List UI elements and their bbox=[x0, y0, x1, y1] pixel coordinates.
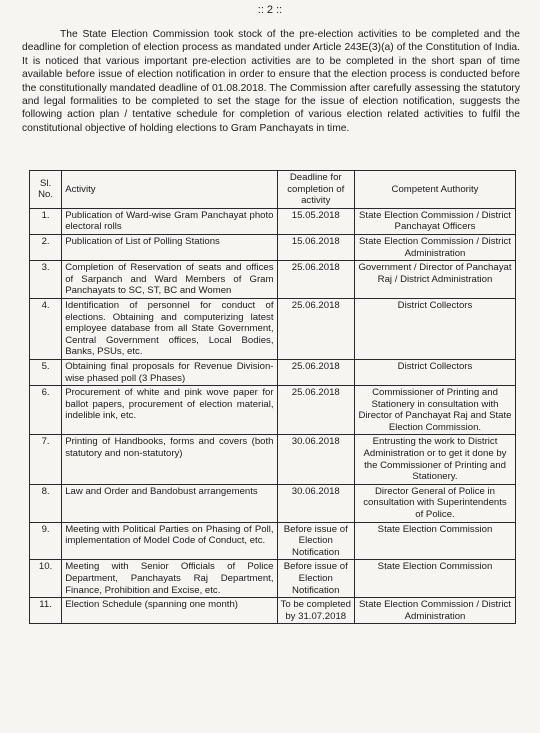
cell-deadline: 15.06.2018 bbox=[277, 234, 354, 260]
intro-paragraph: The State Election Commission took stock of the pre-election activities to be completed and the deadline for completion of election process as mandated under Article 243E(3)(a) of the Constitution of India. It is noticed that various important pre-election activities are to be completed in the short span of time available before issue of election notification in order to ensure that the election process is conducted before the constitutionally mandated deadline of 01.08.2018. The Commission after carefully assessing the statutory and legal formalities to be completed to set the stage for the issue of election notification, suggests the following action plan / tentative schedule for completion of various election related activities to fulfil the constitutional objective of holding elections to Gram Panchayats in time. bbox=[22, 29, 520, 134]
cell-activity: Procurement of white and pink wove paper for ballot papers, procurement of election material, indelible ink, etc. bbox=[62, 386, 277, 435]
cell-authority: Director General of Police in consultation with Superintendents of Police. bbox=[354, 484, 515, 522]
cell-authority: State Election Commission bbox=[354, 560, 515, 598]
cell-activity: Election Schedule (spanning one month) bbox=[62, 598, 277, 624]
table-row bbox=[30, 234, 516, 260]
table-row bbox=[30, 435, 516, 484]
cell-activity: Printing of Handbooks, forms and covers (both statutory and non-statutory) bbox=[62, 435, 277, 484]
table-row bbox=[30, 359, 516, 385]
table-row bbox=[30, 484, 516, 522]
cell-sl-no: 5. bbox=[30, 359, 62, 385]
cell-activity: Identification of personnel for conduct of elections. Obtaining and computerizing latest employee database from all State Government, Central Government offices, Local Bodies, Banks, PSUs, etc. bbox=[62, 298, 277, 359]
cell-deadline: Before issue of Election Notification bbox=[277, 560, 354, 598]
cell-activity: Law and Order and Bandobust arrangements bbox=[62, 484, 277, 522]
table-row bbox=[30, 298, 516, 359]
cell-deadline: 25.06.2018 bbox=[277, 261, 354, 299]
table-row bbox=[30, 208, 516, 234]
cell-deadline: To be completed by 31.07.2018 bbox=[277, 598, 354, 624]
cell-sl-no: 7. bbox=[30, 435, 62, 484]
cell-sl-no: 8. bbox=[30, 484, 62, 522]
page-number: :: 2 :: bbox=[257, 4, 283, 16]
cell-deadline: 30.06.2018 bbox=[277, 484, 354, 522]
cell-deadline: 25.06.2018 bbox=[277, 298, 354, 359]
cell-activity: Publication of Ward-wise Gram Panchayat photo electoral rolls bbox=[62, 208, 277, 234]
cell-sl-no: 1. bbox=[30, 208, 62, 234]
cell-authority: State Election Commission / District Administration bbox=[354, 598, 515, 624]
cell-deadline: Before issue of Election Notification bbox=[277, 522, 354, 560]
table-row bbox=[30, 560, 516, 598]
cell-sl-no: 6. bbox=[30, 386, 62, 435]
table-header-row bbox=[30, 171, 516, 209]
table-row bbox=[30, 522, 516, 560]
schedule-table bbox=[29, 170, 516, 624]
cell-authority: State Election Commission / District Administration bbox=[354, 234, 515, 260]
cell-authority: Commissioner of Printing and Stationery in consultation with Director of Panchayat Raj and State Election Commission. bbox=[354, 386, 515, 435]
header-deadline: Deadline for completion of activity bbox=[277, 171, 354, 209]
cell-authority: Government / Director of Panchayat Raj / District Administration bbox=[354, 261, 515, 299]
header-sl-no: Sl. No. bbox=[30, 171, 62, 209]
cell-sl-no: 3. bbox=[30, 261, 62, 299]
cell-deadline: 25.06.2018 bbox=[277, 386, 354, 435]
table-row bbox=[30, 386, 516, 435]
cell-activity: Publication of List of Polling Stations bbox=[62, 234, 277, 260]
cell-activity: Obtaining final proposals for Revenue Division-wise phased poll (3 Phases) bbox=[62, 359, 277, 385]
cell-authority: District Collectors bbox=[354, 298, 515, 359]
table-row bbox=[30, 261, 516, 299]
cell-activity: Meeting with Senior Officials of Police Department, Panchayats Raj Department, Finance, Prohibition and Excise, etc. bbox=[62, 560, 277, 598]
cell-activity: Meeting with Political Parties on Phasing of Poll, implementation of Model Code of Conduct, etc. bbox=[62, 522, 277, 560]
cell-sl-no: 4. bbox=[30, 298, 62, 359]
cell-authority: State Election Commission bbox=[354, 522, 515, 560]
header-authority: Competent Authority bbox=[354, 171, 515, 209]
header-activity: Activity bbox=[62, 171, 277, 209]
cell-deadline: 30.06.2018 bbox=[277, 435, 354, 484]
cell-deadline: 25.06.2018 bbox=[277, 359, 354, 385]
cell-authority: District Collectors bbox=[354, 359, 515, 385]
cell-sl-no: 11. bbox=[30, 598, 62, 624]
cell-sl-no: 10. bbox=[30, 560, 62, 598]
cell-authority: State Election Commission / District Panchayat Officers bbox=[354, 208, 515, 234]
cell-activity: Completion of Reservation of seats and offices of Sarpanch and Ward Members of Gram Panchayats to SC, ST, BC and Women bbox=[62, 261, 277, 299]
table-row bbox=[30, 598, 516, 624]
cell-sl-no: 9. bbox=[30, 522, 62, 560]
cell-deadline: 15.05.2018 bbox=[277, 208, 354, 234]
cell-sl-no: 2. bbox=[30, 234, 62, 260]
cell-authority: Entrusting the work to District Administration or to get it done by the Commissioner of Printing and Stationery. bbox=[354, 435, 515, 484]
